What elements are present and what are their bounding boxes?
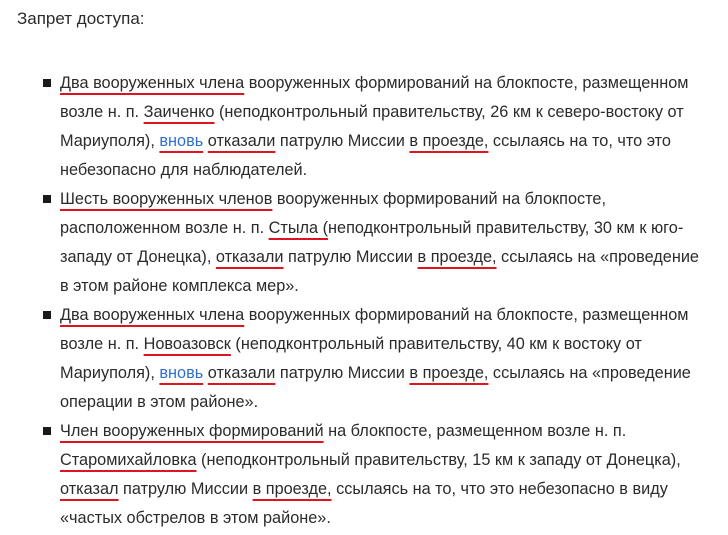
place-name: Стыла ( (268, 219, 329, 237)
passage-phrase: в проезде, (417, 248, 497, 266)
list-item (0, 417, 728, 533)
body-text: ссылаясь на то, что это небезопасно в виду «частых обстрелов в этом районе». (60, 480, 668, 527)
body-text: вооруженных формирований на блокпосте, расположенном возле н. п. (60, 190, 606, 237)
body-text: (неподконтрольный правительству, 26 км к северо-востоку от Мариуполя), (60, 103, 684, 150)
body-text: (неподконтрольный правительству, 40 км к востоку от Мариуполя), (60, 335, 642, 382)
body-text: (неподконтрольный правительству, 15 км к западу от Донецка), (196, 451, 681, 469)
action-phrase: отказали (215, 248, 284, 266)
vnov-link[interactable]: вновь (159, 364, 204, 382)
body-text: ссылаясь на «проведение операции в этом районе». (60, 364, 691, 411)
subject-phrase: Член вооруженных формирований (60, 422, 324, 440)
body-text: патрулю Миссии (118, 480, 253, 498)
subject-phrase: Два вооруженных члена (60, 306, 245, 324)
place-name: Новоазовск (143, 335, 231, 353)
body-text: ссылаясь на «проведение в этом районе комплекса мер». (60, 248, 699, 295)
passage-phrase: в проезде, (409, 132, 489, 150)
passage-phrase: в проезде, (252, 480, 332, 498)
body-text: на блокпосте, размещенном возле н. п. (323, 422, 627, 440)
body-text: патрулю Миссии (275, 132, 410, 150)
passage-phrase: в проезде, (409, 364, 489, 382)
square-bullet-icon (43, 79, 51, 87)
square-bullet-icon (43, 427, 51, 435)
subject-phrase: Два вооруженных члена (60, 74, 245, 92)
body-text: неподконтрольный правительству, 30 км к юго-западу от Донецка), (60, 219, 684, 266)
vnov-link[interactable]: вновь (159, 132, 204, 150)
list-item (0, 69, 728, 185)
access-denial-list (0, 69, 728, 533)
subject-phrase: Шесть вооруженных членов (60, 190, 273, 208)
list-item (0, 185, 728, 301)
action-phrase: отказали (207, 364, 276, 382)
list-item (0, 301, 728, 417)
body-text: патрулю Миссии (275, 364, 410, 382)
action-phrase: отказал (60, 480, 119, 498)
body-text: ссылаясь на то, что это небезопасно для наблюдателей. (60, 132, 671, 179)
place-name: Старомихайловка (60, 451, 197, 469)
place-name: Заиченко (143, 103, 215, 121)
body-text: вооруженных формирований на блокпосте, размещенном возле н. п. (60, 74, 689, 121)
body-text: вооруженных формирований на блокпосте, размещенном возле н. п. (60, 306, 689, 353)
square-bullet-icon (43, 311, 51, 319)
square-bullet-icon (43, 195, 51, 203)
section-heading: Запрет доступа: (17, 9, 145, 28)
body-text: патрулю Миссии (283, 248, 418, 266)
action-phrase: отказали (207, 132, 276, 150)
